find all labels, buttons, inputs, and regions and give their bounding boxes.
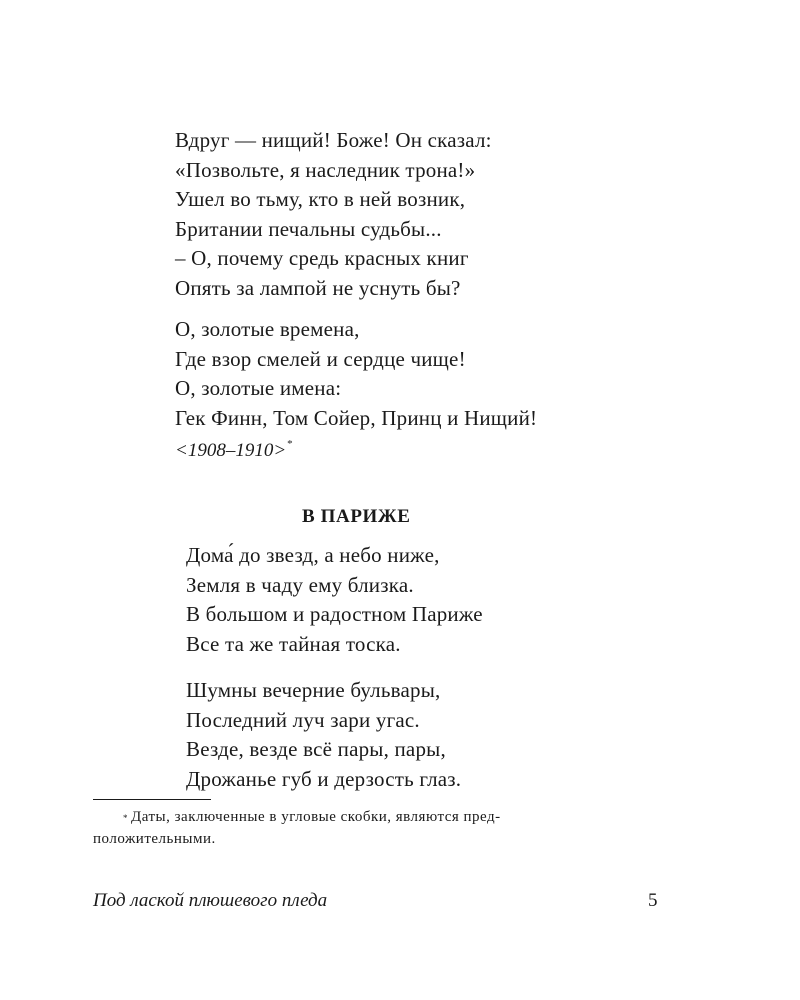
verse-line: Гек Финн, Том Сойер, Принц и Нищий! [175, 405, 538, 430]
verse-line: О, золотые имена: [175, 376, 342, 400]
verse-line: Вдруг — нищий! Боже! Он сказал: [175, 128, 492, 152]
footnote-line [93, 806, 673, 828]
verse-line: Везде, везде всё пары, пары, [186, 737, 446, 761]
stanza [186, 676, 461, 794]
stanza [186, 541, 483, 659]
footnote-mark: * [123, 813, 128, 823]
footnote-divider [93, 799, 211, 800]
verse-line: Шумны вечерние бульвары, [186, 678, 441, 702]
footnote-line: положительными. [93, 831, 216, 847]
verse-line: Британии печальны судьбы... [175, 216, 442, 241]
page-number: 5 [648, 890, 658, 911]
verse-line: Ушел во тьму, кто в ней возник, [175, 187, 466, 211]
verse-line: Дрожанье губ и дерзость глаз. [186, 766, 462, 791]
stanza [175, 315, 537, 433]
verse-line: Где взор смелей и сердце чище! [175, 346, 466, 371]
verse-line: Все та же тайная тоска. [186, 631, 401, 656]
verse-line: Опять за лампой не уснуть бы? [175, 275, 461, 300]
verse-line: «Позвольте, я наследник трона!» [175, 157, 476, 182]
running-title: Под лаской плюшевого пледа [93, 890, 328, 911]
date-text: <1908–1910> [175, 440, 287, 461]
footnote-marker: * [287, 438, 293, 450]
poem-date [175, 440, 293, 462]
verse-line: – О, почему средь красных книг [175, 246, 469, 270]
footnote-text: Даты, заключенные в угловые скобки, являются пред- [131, 809, 501, 825]
stanza [175, 126, 492, 303]
verse-line: Земля в чаду ему близка. [186, 572, 414, 597]
footnote [93, 806, 673, 850]
verse-line: В большом и радостном Париже [186, 602, 483, 626]
verse-line: Последний луч зари угас. [186, 707, 420, 732]
poem-title: В ПАРИЖЕ [302, 506, 411, 527]
verse-line: О, золотые времена, [175, 317, 360, 341]
verse-line: Дома́ до звезд, а небо ниже, [186, 543, 440, 567]
